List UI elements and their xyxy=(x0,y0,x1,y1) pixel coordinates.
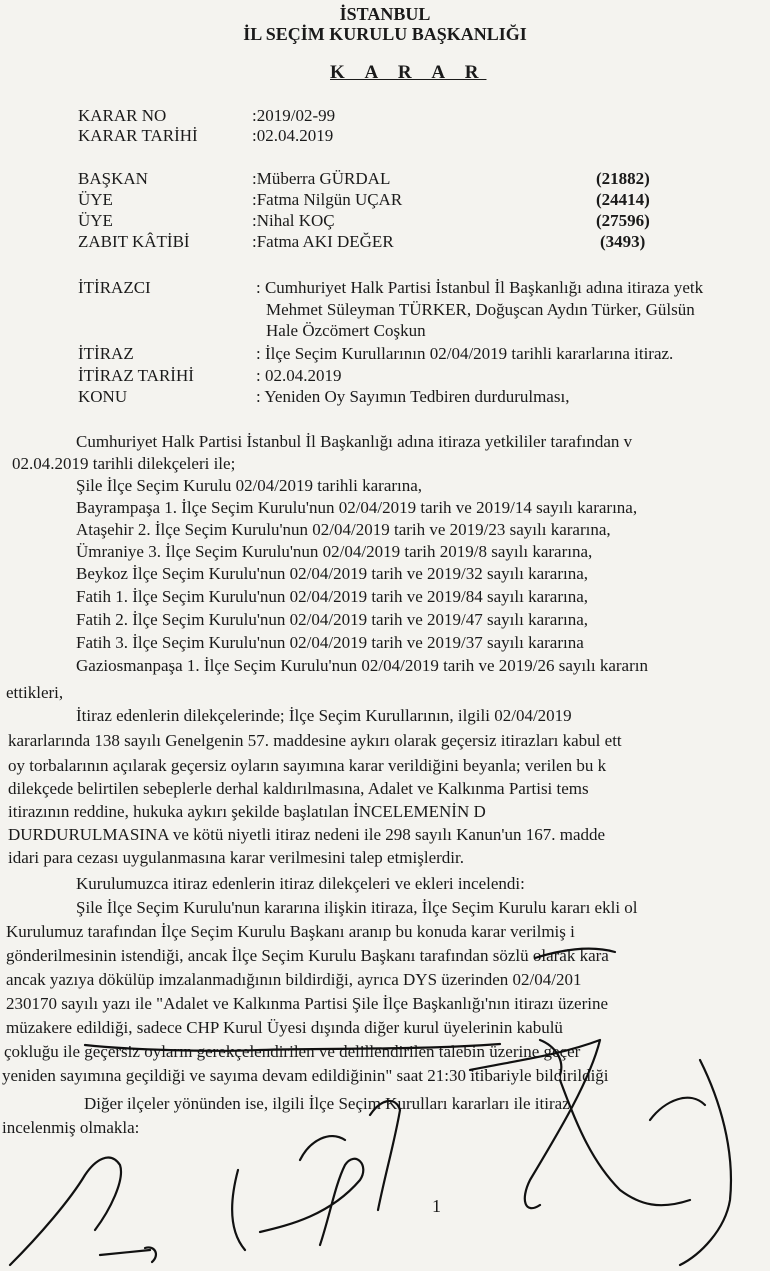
objection-subject-value: : İlçe Seçim Kurullarının 02/04/2019 tarihli kararlarına itiraz. xyxy=(256,344,674,363)
body-line: Gaziosmanpaşa 1. İlçe Seçim Kurulu'nun 02/04/2019 tarih ve 2019/26 sayılı kararın xyxy=(76,656,648,675)
member-role: ÜYE xyxy=(78,190,113,209)
objection-subject-label: İTİRAZ xyxy=(78,344,134,363)
member-role: ZABIT KÂTİBİ xyxy=(78,232,190,251)
body-line: 02.04.2019 tarihli dilekçeleri ile; xyxy=(12,454,236,473)
member-name: :Fatma AKI DEĞER xyxy=(252,232,394,251)
body-line: Kurulumuzca itiraz edenlerin itiraz dilekçeleri ve ekleri incelendi: xyxy=(76,874,525,893)
body-line: oy torbalarının açılarak geçersiz oyların sayımına karar verildiğini beyanla; verilen bu k xyxy=(8,756,607,775)
body-line: Ümraniye 3. İlçe Seçim Kurulu'nun 02/04/2019 tarih 2019/8 sayılı kararına, xyxy=(76,542,593,561)
body-line: ettikleri, xyxy=(6,683,64,702)
decision-no-value: :2019/02-99 xyxy=(252,106,336,125)
body-line: 230170 sayılı yazı ile "Adalet ve Kalkınma Partisi Şile İlçe Başkanlığı'nın itirazı üzerine xyxy=(6,994,609,1013)
body-line: İtiraz edenlerin dilekçelerinde; İlçe Seçim Kurullarının, ilgili 02/04/2019 xyxy=(76,706,572,725)
header-city: İSTANBUL xyxy=(339,4,431,24)
body-line: Fatih 1. İlçe Seçim Kurulu'nun 02/04/2019 tarih ve 2019/84 sayılı kararına, xyxy=(76,587,589,606)
member-role: BAŞKAN xyxy=(78,169,148,188)
body-line: yeniden sayımına geçildiği ve sayıma devam edildiğinin" saat 21:30 itibariyle bildirildiği xyxy=(2,1066,609,1085)
body-line: Şile İlçe Seçim Kurulu'nun kararına ilişkin itiraza, İlçe Seçim Kurulu kararı ekli ol xyxy=(76,898,638,917)
body-line: dilekçede belirtilen sebeplerle derhal kaldırılmasına, Adalet ve Kalkınma Partisi tems xyxy=(8,779,589,798)
body-line: gönderilmesinin istendiği, ancak İlçe Seçim Kurulu Başkanı tarafından sözlü olarak kara xyxy=(6,946,609,965)
objector-line: Mehmet Süleyman TÜRKER, Doğuşcan Aydın Türker, Gülsün xyxy=(266,300,695,319)
body-line: ancak yazıya dökülüp imzalanmadığının bildirdiği, ayrıca DYS üzerinden 02/04/201 xyxy=(6,970,582,989)
decision-date-value: :02.04.2019 xyxy=(252,126,334,145)
body-line: idari para cezası uygulanmasına karar verilmesini talep etmişlerdir. xyxy=(8,848,464,867)
member-name: :Müberra GÜRDAL xyxy=(252,169,391,188)
body-line: Fatih 2. İlçe Seçim Kurulu'nun 02/04/2019 tarih ve 2019/47 sayılı kararına, xyxy=(76,610,589,629)
page-number: 1 xyxy=(432,1196,441,1216)
body-line: Fatih 3. İlçe Seçim Kurulu'nun 02/04/2019 tarih ve 2019/37 sayılı kararına xyxy=(76,633,584,652)
objection-date-label: İTİRAZ TARİHİ xyxy=(78,366,194,385)
member-id: (3493) xyxy=(600,232,646,251)
body-line: Şile İlçe Seçim Kurulu 02/04/2019 tarihli kararına, xyxy=(76,476,423,495)
objection-topic-label: KONU xyxy=(78,387,128,406)
member-role: ÜYE xyxy=(78,211,113,230)
objector-line: Hale Özcömert Coşkun xyxy=(266,321,426,340)
body-line: Diğer ilçeler yönünden ise, ilgili İlçe Seçim Kurulları kararları ile itiraz xyxy=(84,1094,570,1113)
objection-topic-value: : Yeniden Oy Sayımın Tedbiren durdurulması, xyxy=(256,387,570,406)
objection-date-value: : 02.04.2019 xyxy=(256,366,342,385)
header-board: İL SEÇİM KURULU BAŞKANLIĞI xyxy=(243,24,527,44)
body-line: çokluğu ile geçersiz oyların gerekçelendirilen ve delillendirilen talebin üzerine geçer xyxy=(4,1042,581,1061)
body-line: Bayrampaşa 1. İlçe Seçim Kurulu'nun 02/04/2019 tarih ve 2019/14 sayılı kararına, xyxy=(76,498,638,517)
objector-label: İTİRAZCI xyxy=(78,278,151,297)
member-id: (24414) xyxy=(596,190,650,209)
body-line: Beykoz İlçe Seçim Kurulu'nun 02/04/2019 tarih ve 2019/32 sayılı kararına, xyxy=(76,564,589,583)
member-name: :Nihal KOÇ xyxy=(252,211,335,230)
member-name: :Fatma Nilgün UÇAR xyxy=(252,190,403,209)
decision-no-label: KARAR NO xyxy=(78,106,167,125)
body-line: incelenmiş olmakla: xyxy=(2,1118,140,1137)
body-line: itirazının reddine, hukuka aykırı şekilde başlatılan İNCELEMENİN D xyxy=(8,802,486,821)
body-line: DURDURULMASINA ve kötü niyetli itiraz nedeni ile 298 sayılı Kanun'un 167. madde xyxy=(8,825,606,844)
member-id: (21882) xyxy=(596,169,650,188)
decision-date-label: KARAR TARİHİ xyxy=(78,126,198,145)
member-id: (27596) xyxy=(596,211,650,230)
document-title: K A R A R xyxy=(330,62,487,83)
body-line: Kurulumuz tarafından İlçe Seçim Kurulu Başkanı aranıp bu konuda karar verilmiş i xyxy=(6,922,575,941)
body-line: müzakere edildiği, sadece CHP Kurul Üyesi dışında diğer kurul üyelerinin kabulü xyxy=(6,1018,563,1037)
body-line: kararlarında 138 sayılı Genelgenin 57. maddesine aykırı olarak geçersiz itirazları kabul ett xyxy=(8,731,622,750)
body-line: Ataşehir 2. İlçe Seçim Kurulu'nun 02/04/2019 tarih ve 2019/23 sayılı kararına, xyxy=(76,520,611,539)
objector-line: : Cumhuriyet Halk Partisi İstanbul İl Başkanlığı adına itiraza yetk xyxy=(256,278,704,297)
body-line: Cumhuriyet Halk Partisi İstanbul İl Başkanlığı adına itiraza yetkililer tarafından v xyxy=(76,432,633,451)
